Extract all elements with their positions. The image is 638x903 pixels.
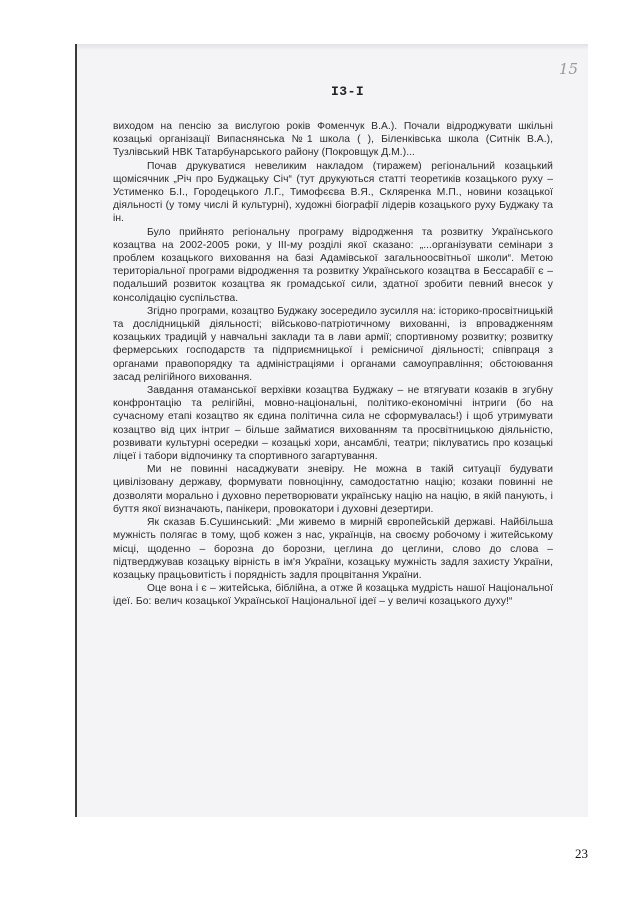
paragraph: Як сказав Б.Сушинський: „Ми живемо в мирній європейській державі. Найбільша мужність полягає в тому, щоб кожен з нас, українців, на своєму робочому і житейському місці, щоденно – борозна до борозни, цеглина до цеглини, слово до слова – підтверджував козацьку вірність в ім'я України, козацьку мужність задля захисту України, козацьку працьовитість і порядність задля процвітання України. [113, 517, 553, 581]
paragraph: Ми не повинні насаджувати зневіру. Не можна в такій ситуації будувати цивілізовану державу, формувати повноцінну, самодостатню націю; козаки повинні не дозволяти морально і духовно перетворювати українську націю на націю, в якій панують, і буття якої визначають, панікери, провокатори і духовні дезертири. [113, 464, 553, 515]
paragraph: Завдання отаманської верхівки козацтва Буджаку – не втягувати козаків в згубну конфронтацію та релігійні, мовно-національні, політико-економічні інтриги (бо на сучасному етапі козацтво як єдина політична сила не сформувалась!) і щоб утримувати козацтво від цих інтриг – більше займатися вихованням та просвітницькою діяльністю, розвивати культурні осередки – козацькі хори, ансамблі, театри; піклуватись про козацькі ліцеї і табори відпочинку та спортивного загартування. [113, 385, 553, 463]
body-text [113, 120, 553, 609]
paragraph: Оце вона і є – житейська, біблійна, а отже й козацька мудрість нашої Національної ідеї. Бо: велич козацької Української Національної ідеї – у величі козацького духу!“ [113, 583, 553, 608]
scan-shadow [77, 44, 588, 50]
page-number: 23 [575, 846, 588, 861]
paragraph: виходом на пенсію за вислугою років Фоменчук В.А.). Почали відроджувати шкільні козацькі організації Випаснянська №1 школа ( ), Біленківська школа (Ситнік В.А.), Тузлівський НВК Татарбунарського району (Покровщук Д.М.)... [113, 121, 553, 159]
handwritten-note: 15 [558, 60, 578, 78]
scanned-page [75, 44, 588, 817]
sheet-number: I3-I [331, 84, 365, 99]
paragraph: Почав друкуватися невеликим накладом (тиражем) регіональний козацький щомісячник „Річ про Буджацьку Січ“ (тут друкуються статті теоретиків козацького руху – Устименко Б.І., Городецького Л.Г., Тимофєєва В.Я., Скляренка М.П., новини козацької діяльності (у тому числі й культурні), художні біографії лідерів козацького руху Буджаку та ін. [113, 160, 553, 225]
paragraph: Було прийнято регіональну програму відродження та розвитку Українського козацтва на 2002-2005 роки, у III-му розділі якої сказано: „...організувати семінари з проблем козацького виховання на базі Адамівської загальноосвітньої школи“. Метою територіальної програми відродження та розвитку Українського козацтва в Бессарабії є – подальший розвиток козацтва як громадської сили, здатної зробити певний внесок у консолідацію суспільства. [113, 226, 553, 304]
paragraph: Згідно програми, козацтво Буджаку зосередило зусилля на: історико-просвітницькій та дослідницькій діяльності; військово-патріотичному вихованні, із впровадженням козацьких традицій у навчальні заклади та в лави армії; спортивному розвитку; розвитку фермерських господарств та підприємницької і ремісничої діяльності; співпраця з органами правопорядку та адміністраціями і органами самоуправління; обстоювання засад релігійного виховання. [113, 305, 553, 383]
